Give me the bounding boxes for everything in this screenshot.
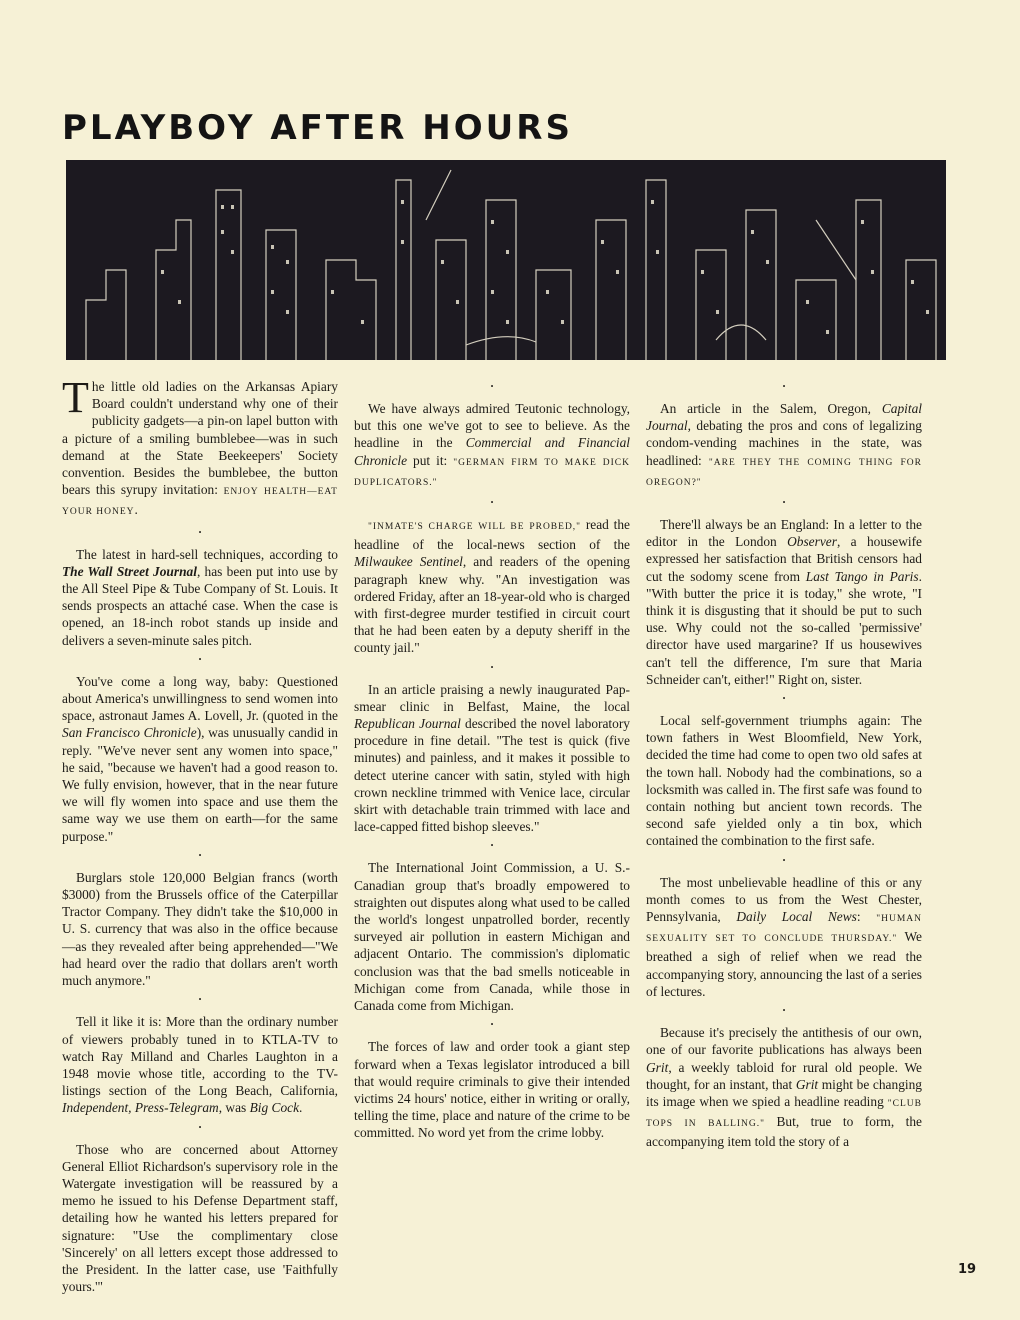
article-texas-bill: The forces of law and order took a giant step forward when a Texas legislator introduced a bill that would require criminals to give their intended victims 24 hours' notice, either in writing or orally, telling the time, place and nature of the crime to be committed. No word yet from the crime lobby. <box>354 1039 630 1141</box>
separator-bullet: • <box>490 1020 494 1030</box>
article-safes: Local self-government triumphs again: The town fathers in West Bloomfield, New York, decided the time had come to open two old safes at the town hall. Nobody had the combinations, so a locksmith was called in. The first safe was found to contain nothing but ancient town records. The second safe yielded only a tin box, which contained the combination to the first safe. <box>646 713 922 849</box>
article-astronaut: You've come a long way, baby: Questioned about America's unwillingness to send women into space, astronaut James A. Lovell, Jr. (quoted in the San Francisco Chronicle), was unusually candid in reply. "We've never sent any women into space," he said, "because we haven't had a good reason to. We fully envision, however, that in the near future we will fly women into space and use them the same way we use them on earth—for the same purpose." <box>62 673 338 844</box>
separator-bullet: • <box>198 1122 202 1132</box>
separator-bullet: • <box>782 694 786 704</box>
article-columns <box>62 373 942 1295</box>
separator-bullet: • <box>490 498 494 508</box>
article-inmate: "INMATE'S CHARGE WILL BE PROBED," read the headline of the local-news section of the Milwaukee Sentinel, and readers of the opening paragraph knew why. "An investigation was ordered Friday, after an 18-year-old who is charged with first-degree murder testified in circuit court that he had been eaten by a deputy sheriff in the county jail." <box>354 517 630 656</box>
page-title: PLAYBOY AFTER HOURS <box>62 108 573 148</box>
separator-bullet: • <box>198 654 202 664</box>
article-tv-listing: Tell it like it is: More than the ordinary number of viewers probably tuned in to KTLA-TV to watch Ray Milland and Charles Laughton in a 1948 movie whose title, according to the TV-listings section of the Long Beach, California, Independent, Press-Telegram, was Big Cock. <box>62 1014 338 1116</box>
article-salem: An article in the Salem, Oregon, Capital Journal, debating the pros and cons of legalizing condom-vending machines in the state, was headlined: "ARE THEY THE COMING THING FOR OREGON?" <box>646 401 922 488</box>
article-england: There'll always be an England: In a letter to the editor in the London Observer, a housewife expressed her satisfaction that British censors had cut the sodomy scene from Last Tango in Paris. "With butter the price it is today," she wrote, "I think it is disgusting that it should be put to such use. Why could not the so-called 'permissive' director have used margarine? If us housewives can't tell the difference, I'm sure that Maria Schneider can't, either!" Right on, sister. <box>646 517 922 687</box>
separator-bullet: • <box>782 855 786 865</box>
drop-cap: T <box>62 373 89 422</box>
separator-bullet: • <box>782 382 786 391</box>
skyline-drawing <box>66 160 946 360</box>
separator-bullet: • <box>490 841 494 851</box>
separator-bullet: • <box>490 382 494 391</box>
page-number: 19 <box>958 1262 977 1277</box>
separator-bullet: • <box>198 995 202 1005</box>
city-skyline-illustration <box>66 160 946 360</box>
separator-bullet: • <box>782 498 786 508</box>
article-headline: The most unbelievable headline of this or any month comes to us from the West Chester, Pennsylvania, Daily Local News: "HUMAN SEXUALITY SET TO CONCLUDE THURSDAY." We breathed a sigh of relief when we read the accompanying story, announcing the last of a series of lectures. <box>646 874 922 999</box>
article-beekeepers: The little old ladies on the Arkansas Apiary Board couldn't understand why one of their publicity gadgets—a pin-on lapel button with a picture of a smiling bumblebee—was in such demand at the State Beekeepers' Society convention. Besides the bumblebee, the button bears this syrupy invitation: ENJOY HEALTH—EAT YOUR HONEY. <box>62 373 338 518</box>
separator-bullet: • <box>198 527 202 537</box>
article-joint-commission: The International Joint Commission, a U. S.-Canadian group that's broadly empowered to straighten out disputes along what used to be called the world's longest unpatrolled border, recently surveyed air pollution in eastern Michigan and adjacent Ontario. The commission's diplomatic conclusion was that the bad smells noticeable in Michigan come from Canada, while those in Canada come from Michigan. <box>354 860 630 1014</box>
article-richardson: Those who are concerned about Attorney General Elliot Richardson's supervisory role in the Watergate investigation will be reassured by a memo he issued to his Defense Department staff, detailing how he wanted his letters prepared for signature: "Use the complimentary close 'Sincerely' on all letters except those addressed to the President. In the latter case, use 'Faithfully yours.'" <box>62 1141 338 1295</box>
article-grit: Because it's precisely the antithesis of our own, one of our favorite publications has always been Grit, a weekly tabloid for rural old people. We thought, for an instant, that Grit might be changing its image when we spied a headline reading "CLUB TOPS IN BALLING." But, true to form, the accompanying item told the story of a <box>646 1025 923 1150</box>
column-2 <box>354 378 630 1146</box>
article-pap-smear: In an article praising a newly inaugurated Pap-smear clinic in Belfast, Maine, the local Republican Journal described the novel laboratory procedure in fine detail. "The test is quick (five minutes) and painless, and it makes it possible to detect uterine cancer with satin, styled with high crown neckline trimmed with Venice lace, circular skirt with detachable train trimmed with lace and lace-capped fitted bishop sleeves." <box>354 681 630 835</box>
article-teutonic: We have always admired Teutonic technology, but this one we've got to see to believe. As the headline in the Commercial and Financial Chronicle put it: "GERMAN FIRM TO MAKE DICK DUPLICATORS." <box>354 401 630 488</box>
article-burglars: Burglars stole 120,000 Belgian francs (worth $3000) from the Brussels office of the Caterpillar Tractor Company. They didn't take the $10,000 in U. S. currency that was also in the office because—as they revealed after being apprehended—"We had heard over the radio that dollars aren't worth much anymore." <box>62 869 338 989</box>
column-3 <box>646 378 922 1155</box>
separator-bullet: • <box>782 1006 786 1016</box>
column-1 <box>62 373 338 1299</box>
article-robot-salesman: The latest in hard-sell techniques, according to The Wall Street Journal, has been put into use by the All Steel Pipe & Tube Company of St. Louis. It sends prospects an attaché case. When the case is opened, an 18-inch robot stands up inside and delivers a seven-minute sales pitch. <box>62 546 338 648</box>
separator-bullet: • <box>198 850 202 860</box>
separator-bullet: • <box>490 662 494 672</box>
